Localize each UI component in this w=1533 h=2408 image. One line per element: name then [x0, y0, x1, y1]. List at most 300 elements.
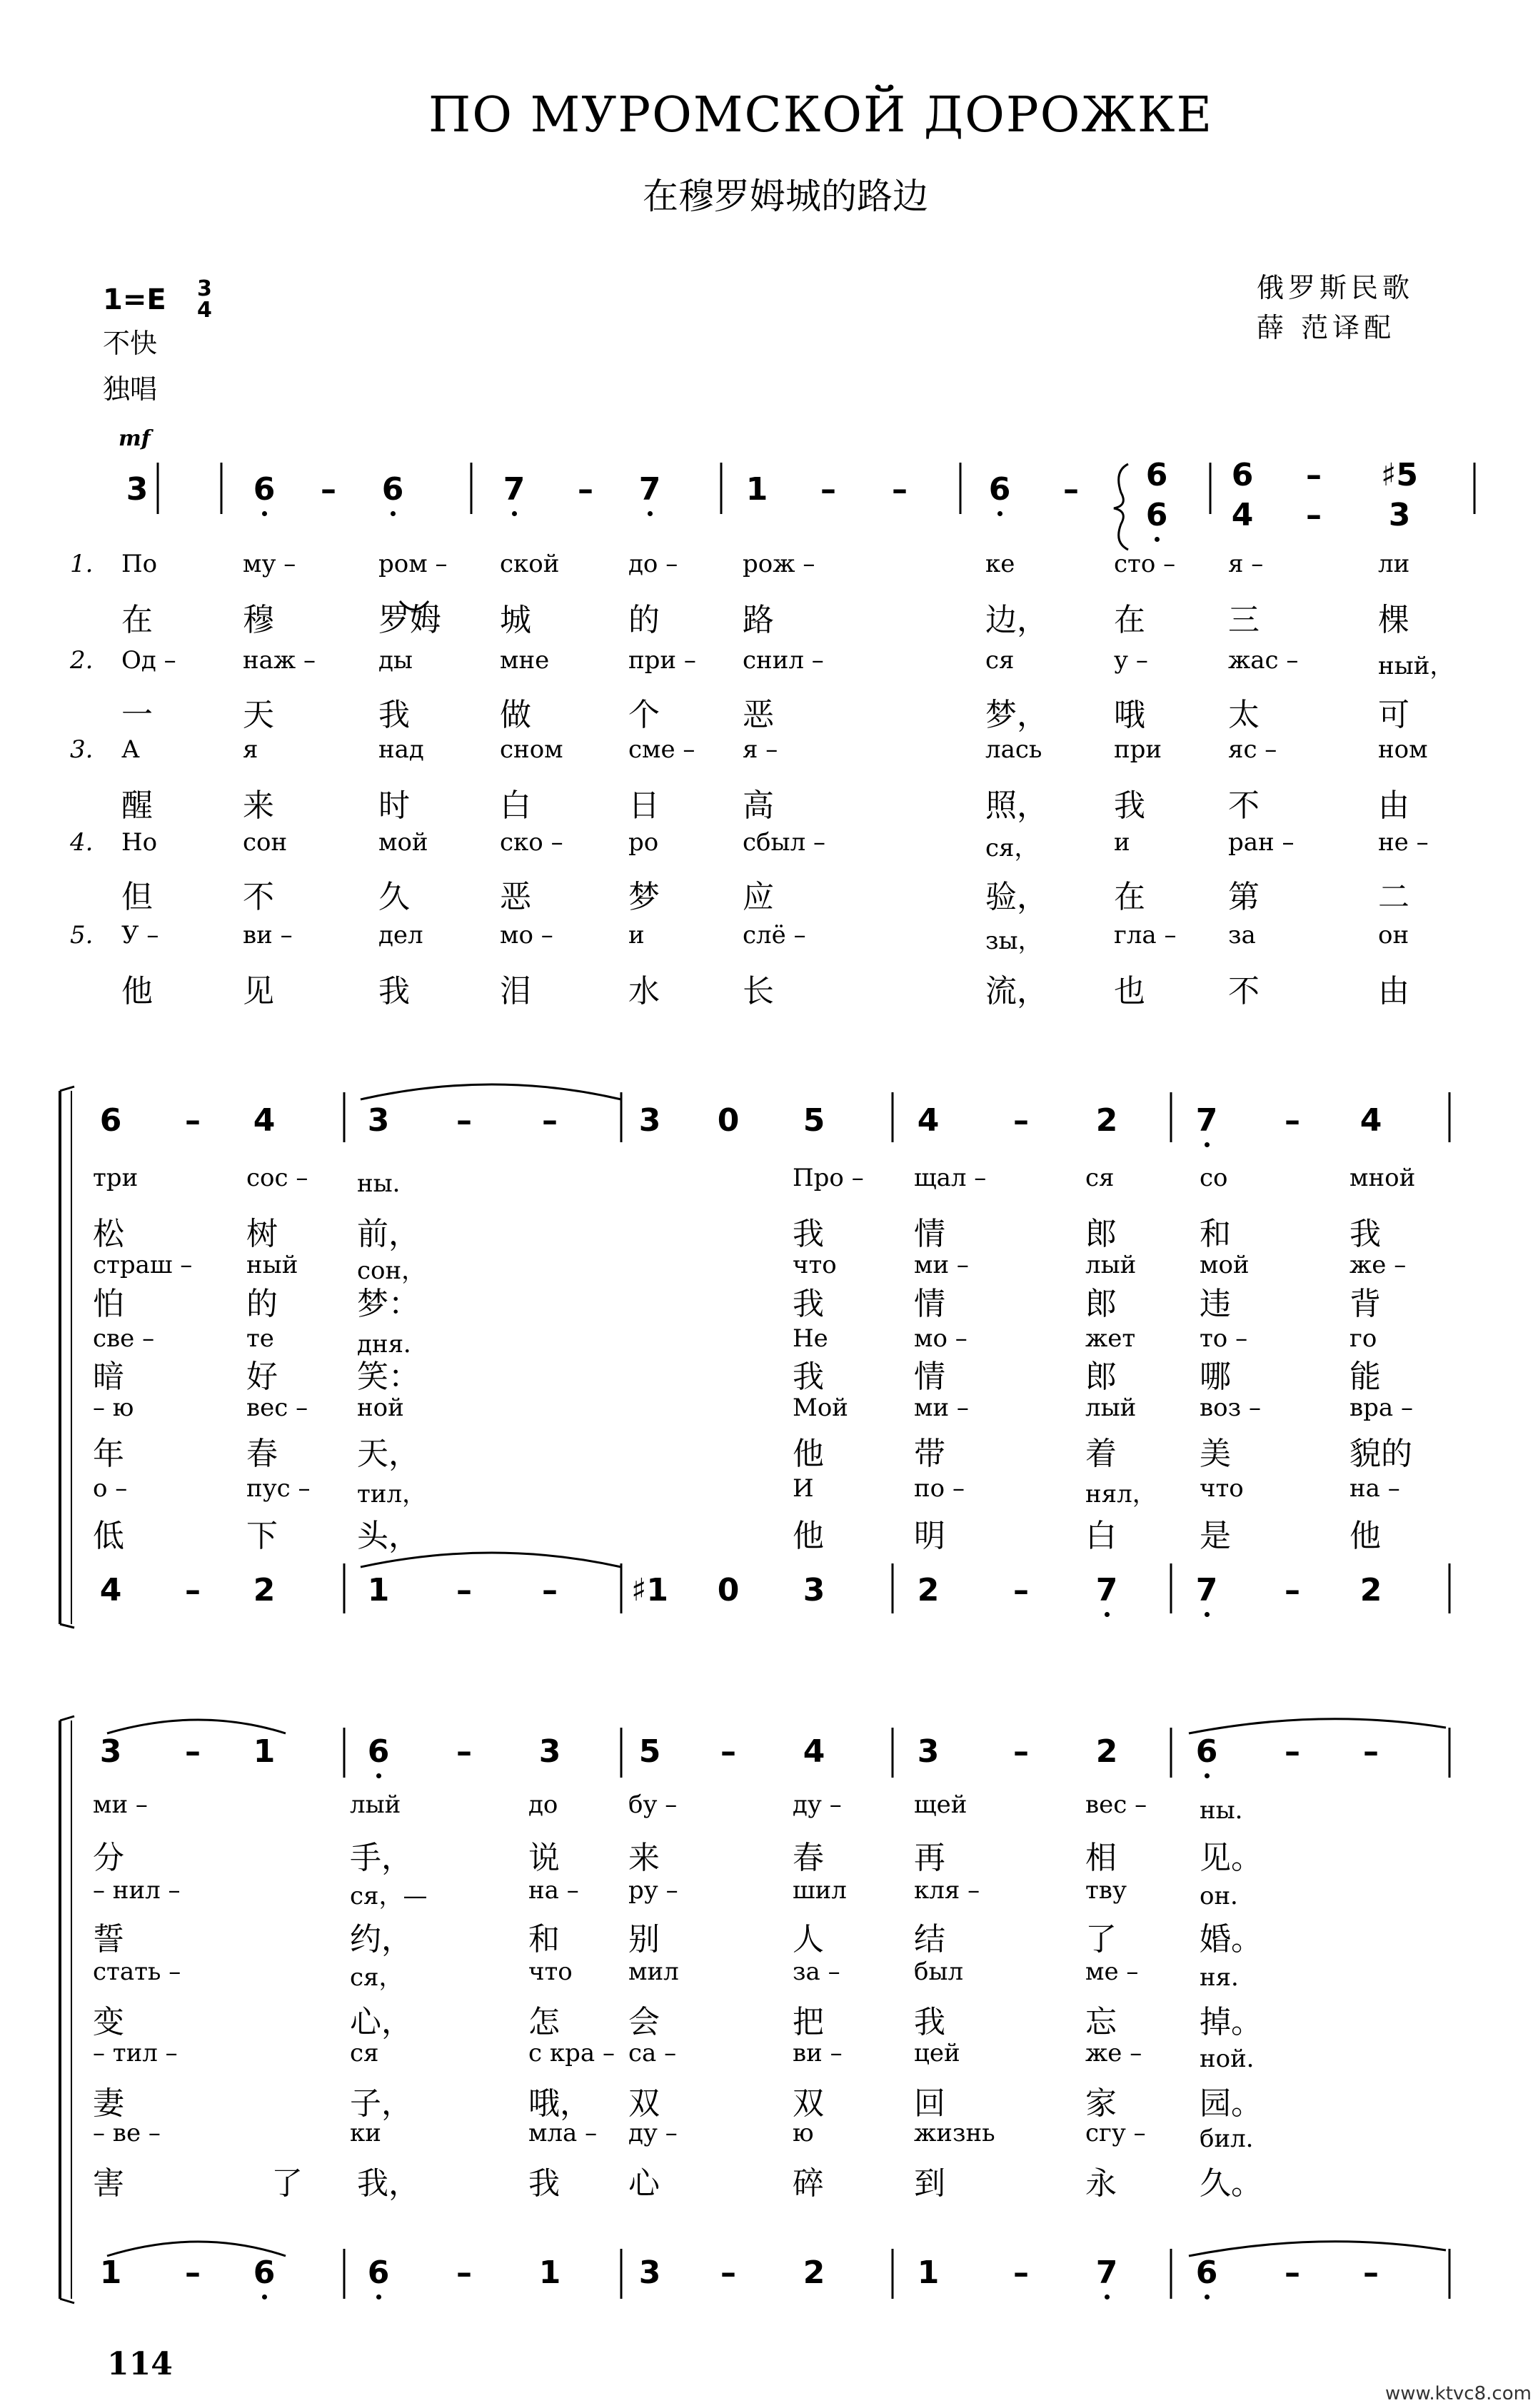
jianpu-note: –: [1285, 1733, 1300, 1770]
lyric-ru: ся，: [350, 1963, 403, 1992]
lyric-zh: 年: [93, 1436, 124, 1472]
lyric-zh: 笑：: [357, 1359, 420, 1395]
lyric-ru: ной．: [1200, 2045, 1271, 2073]
lyric-ru: ся: [350, 2039, 379, 2067]
lyric-ru: те: [246, 1324, 274, 1353]
jianpu-note: –: [578, 471, 593, 508]
lyric-zh: 泪: [500, 973, 531, 1009]
jianpu-note: 1: [538, 2255, 561, 2291]
lyric-zh: 他: [793, 1518, 824, 1554]
lyric-ru: что: [1200, 1474, 1244, 1503]
jianpu-note: –: [1363, 2255, 1379, 2291]
jianpu-note: 3: [1388, 497, 1411, 533]
page-number: 114: [107, 2346, 173, 2382]
verse-number: 1.: [70, 550, 94, 578]
jianpu-note: 1: [917, 2255, 940, 2291]
lyric-zh: 不: [1228, 787, 1260, 824]
jianpu-note: 6: [99, 1102, 122, 1139]
jianpu-note: –: [892, 471, 908, 508]
lyric-ru: с кра –: [528, 2039, 615, 2067]
jianpu-note: 3: [99, 1733, 122, 1770]
lyric-zh: 但: [121, 879, 153, 915]
lyric-zh: 哪: [1200, 1359, 1231, 1395]
lyric-ru: что: [528, 1958, 573, 1986]
jianpu-note: 4: [1231, 497, 1254, 533]
lyric-ru: сгу –: [1085, 2119, 1146, 2147]
lyric-ru: ся，: [985, 834, 1039, 862]
lyric-ru: У –: [121, 921, 159, 949]
lyric-zh: 我: [793, 1359, 824, 1395]
key-signature: 1=E: [103, 283, 166, 316]
jianpu-note: 0: [717, 1572, 740, 1608]
jianpu-note: –: [456, 2255, 472, 2291]
lyric-zh: 怕: [93, 1286, 124, 1322]
lyric-ru: до –: [628, 550, 678, 578]
lyric-ru: лась: [985, 735, 1042, 764]
lyric-ru: кля –: [914, 1876, 980, 1905]
lyric-ru: сбыл –: [743, 828, 825, 857]
lyric-ru: А: [121, 735, 140, 764]
lyric-zh: 的: [246, 1286, 278, 1322]
jianpu-note: –: [1013, 1733, 1029, 1770]
lyric-zh: 我: [378, 973, 410, 1009]
lyric-zh: 天: [243, 697, 274, 733]
lyric-ru: со: [1200, 1164, 1228, 1192]
lyric-zh: 着: [1085, 1436, 1117, 1472]
jianpu-note: 3: [917, 1733, 940, 1770]
jianpu-note: –: [1285, 1102, 1300, 1139]
jianpu-note: 6: [371, 474, 414, 505]
lyric-zh: 好: [246, 1359, 278, 1395]
lyric-zh: 婚。: [1200, 1921, 1262, 1958]
lyric-ru: на –: [1349, 1474, 1400, 1503]
lyric-zh: 再: [914, 1840, 945, 1876]
lyric-zh: 哦: [1114, 697, 1145, 733]
lyric-ru: По: [121, 550, 158, 578]
jianpu-note: –: [1306, 457, 1322, 493]
lyric-zh: 我: [793, 1286, 824, 1322]
lyric-ru: мла –: [528, 2119, 598, 2147]
lyric-ru: по –: [914, 1474, 965, 1503]
jianpu-note: –: [542, 1102, 558, 1139]
lyric-ru: при: [1114, 735, 1162, 764]
lyric-ru: И: [793, 1474, 814, 1503]
jianpu-note: –: [321, 471, 336, 508]
lyric-ru: – ве –: [93, 2119, 161, 2147]
lyric-ru: лый: [350, 1790, 401, 1819]
lyric-ru: – нил –: [93, 1876, 181, 1905]
lyric-ru: ся，—: [350, 1882, 428, 1910]
lyric-zh: 由: [1378, 973, 1409, 1009]
lyric-ru: мой: [1200, 1251, 1250, 1279]
lyric-ru: я –: [743, 735, 778, 764]
lyric-zh: 流，: [985, 973, 1048, 1009]
lyric-ru: вес –: [1085, 1790, 1147, 1819]
song-title: ПО МУРОМСКОЙ ДОРОЖКЕ: [428, 87, 1214, 143]
verse-number: 4.: [70, 828, 94, 857]
lyric-ru: рож –: [743, 550, 815, 578]
lyric-ru: щал –: [914, 1164, 987, 1192]
lyric-zh: 在: [121, 602, 153, 638]
lyric-ru: ду –: [793, 1790, 842, 1819]
lyric-ru: не –: [1378, 828, 1429, 857]
jianpu-note: –: [1013, 2255, 1029, 2291]
jianpu-note: 4: [917, 1102, 940, 1139]
lyric-ru: ско –: [500, 828, 563, 857]
lyric-ru: – тил –: [93, 2039, 178, 2067]
jianpu-note: –: [185, 1102, 201, 1139]
jianpu-note: 6: [1135, 500, 1178, 531]
jianpu-note: –: [185, 2255, 201, 2291]
jianpu-note: 7: [628, 474, 671, 505]
lyric-ru: ли: [1378, 550, 1410, 578]
lyric-zh: 碎: [793, 2165, 824, 2202]
lyric-ru: то –: [1200, 1324, 1248, 1353]
lyric-zh: 他: [793, 1436, 824, 1472]
lyric-ru: ром –: [378, 550, 448, 578]
lyric-zh: 他: [1349, 1518, 1381, 1554]
lyric-ru: ской: [500, 550, 560, 578]
lyric-ru: сон: [243, 828, 288, 857]
lyric-zh: 不: [1228, 973, 1260, 1009]
lyric-zh: 日: [628, 787, 660, 824]
lyric-zh: 我: [914, 2004, 945, 2040]
lyric-ru: ня．: [1200, 1963, 1256, 1992]
lyric-zh: 貌的: [1349, 1436, 1412, 1472]
lyric-zh: 我: [1114, 787, 1145, 824]
lyric-ru: был: [914, 1958, 964, 1986]
lyric-ru: Мой: [793, 1394, 848, 1422]
lyric-zh: 天，: [357, 1436, 420, 1472]
lyric-zh: 长: [743, 973, 774, 1009]
lyric-zh: 郎: [1085, 1216, 1117, 1252]
lyric-zh: 双: [628, 2085, 660, 2122]
jianpu-note: 3: [638, 2255, 661, 2291]
jianpu-note: 7: [1185, 1575, 1228, 1606]
jianpu-note: 3: [126, 471, 149, 508]
lyric-ru: са –: [628, 2039, 677, 2067]
lyric-ru: лый: [1085, 1251, 1137, 1279]
lyric-zh: 忘: [1085, 2004, 1117, 2040]
lyric-ru: дел: [378, 921, 423, 949]
jianpu-note: –: [1363, 1733, 1379, 1770]
lyric-ru: Од –: [121, 646, 176, 675]
lyric-zh: 久。: [1200, 2165, 1262, 2202]
lyric-zh: 说: [528, 1840, 560, 1876]
lyric-ru: яс –: [1228, 735, 1277, 764]
lyric-zh: 路: [743, 602, 774, 638]
lyric-ru: щей: [914, 1790, 967, 1819]
lyric-ru: све –: [93, 1324, 155, 1353]
lyric-zh: 人: [793, 1921, 824, 1958]
jianpu-note: –: [1013, 1102, 1029, 1139]
lyric-ru: ру –: [628, 1876, 678, 1905]
lyric-zh: 把: [793, 2004, 824, 2040]
lyric-zh: 白: [1085, 1518, 1117, 1554]
lyric-zh: 我: [793, 1216, 824, 1252]
lyric-zh: 恶: [500, 879, 531, 915]
lyric-zh: 时: [378, 787, 410, 824]
jianpu-note: 7: [1085, 2257, 1128, 2289]
jianpu-note: 6: [357, 1736, 400, 1768]
lyric-zh: 分: [93, 1840, 124, 1876]
lyric-ru: я –: [1228, 550, 1264, 578]
jianpu-note: –: [1285, 2255, 1300, 2291]
jianpu-note: 6: [1185, 1736, 1228, 1768]
lyric-zh: 三: [1228, 602, 1260, 638]
jianpu-note: 5: [638, 1733, 661, 1770]
jianpu-note: –: [720, 1733, 736, 1770]
lyric-zh: 掉。: [1200, 2004, 1262, 2040]
lyric-ru: воз –: [1200, 1394, 1261, 1422]
lyric-ru: мо –: [500, 921, 553, 949]
lyric-ru: что: [793, 1251, 837, 1279]
lyric-ru: гла –: [1114, 921, 1177, 949]
lyric-zh: 双: [793, 2085, 824, 2122]
lyric-ru: ду –: [628, 2119, 678, 2147]
watermark: www.ktvc8.com: [1385, 2383, 1532, 2404]
lyric-ru: три: [93, 1164, 139, 1192]
jianpu-note: 0: [717, 1102, 740, 1139]
jianpu-note: 3: [803, 1572, 825, 1608]
lyric-zh: 回: [914, 2085, 945, 2122]
jianpu-note: –: [185, 1572, 201, 1608]
lyric-zh: 了: [271, 2165, 303, 2202]
lyric-zh: 他: [121, 973, 153, 1009]
jianpu-note: 6: [243, 474, 286, 505]
jianpu-note: 2: [803, 2255, 825, 2291]
lyric-zh: 永: [1085, 2165, 1117, 2202]
lyric-zh: 和: [528, 1921, 560, 1958]
lyric-zh: 醒: [121, 787, 153, 824]
credit-origin: 俄罗斯民歌: [1257, 272, 1414, 303]
lyric-zh: 罗姆: [378, 602, 441, 638]
lyric-zh: 心: [628, 2165, 660, 2202]
jianpu-note: 4: [803, 1733, 825, 1770]
lyric-ru: у –: [1114, 646, 1148, 675]
lyric-zh: 哦，: [528, 2085, 591, 2122]
lyric-zh: 别: [628, 1921, 660, 1958]
lyric-ru: же –: [1349, 1251, 1407, 1279]
lyric-ru: Про –: [793, 1164, 864, 1192]
lyric-zh: 梦，: [985, 697, 1048, 733]
jianpu-note: –: [456, 1572, 472, 1608]
lyric-ru: ный: [246, 1251, 298, 1279]
song-subtitle: 在穆罗姆城的路边: [643, 176, 928, 217]
lyric-ru: ю: [793, 2119, 814, 2147]
lyric-zh: 手，: [350, 1840, 413, 1876]
lyric-zh: 照，: [985, 787, 1048, 824]
jianpu-note: –: [720, 2255, 736, 2291]
jianpu-note: 4: [1359, 1102, 1382, 1139]
jianpu-note: 7: [1185, 1105, 1228, 1137]
lyric-ru: сон，: [357, 1256, 426, 1285]
lyric-zh: 我: [528, 2165, 560, 2202]
lyric-ru: и: [1114, 828, 1130, 857]
lyric-zh: 了: [1085, 1921, 1117, 1958]
lyric-zh: 见: [243, 973, 274, 1009]
lyric-ru: Но: [121, 828, 158, 857]
lyric-zh: 可: [1378, 697, 1409, 733]
lyric-ru: страш –: [93, 1251, 193, 1279]
lyric-ru: ды: [378, 646, 413, 675]
lyric-ru: ме –: [1085, 1958, 1139, 1986]
lyric-ru: шил: [793, 1876, 847, 1905]
jianpu-note: 6: [1185, 2257, 1228, 2289]
lyric-zh: 由: [1378, 787, 1409, 824]
lyric-zh: 害: [93, 2165, 124, 2202]
lyric-ru: – ю: [93, 1394, 134, 1422]
verse-number: 3.: [70, 735, 94, 764]
lyric-zh: 下: [246, 1518, 278, 1554]
lyric-zh: 我: [1349, 1216, 1381, 1252]
verse-number: 5.: [70, 921, 94, 949]
lyric-zh: 也: [1114, 973, 1145, 1009]
lyric-zh: 会: [628, 2004, 660, 2040]
lyric-ru: же –: [1085, 2039, 1142, 2067]
lyric-ru: ке: [985, 550, 1015, 578]
jianpu-note: –: [1306, 497, 1322, 533]
lyric-zh: 棵: [1378, 602, 1409, 638]
lyric-zh: 在: [1114, 879, 1145, 915]
jianpu-note: 5: [803, 1102, 825, 1139]
lyric-zh: 低: [93, 1518, 124, 1554]
lyric-ru: вес –: [246, 1394, 308, 1422]
jianpu-note: 6: [357, 2257, 400, 2289]
jianpu-note: 1: [253, 1733, 276, 1770]
lyric-zh: 带: [914, 1436, 945, 1472]
lyric-zh: 白: [500, 787, 531, 824]
lyric-zh: 来: [243, 787, 274, 824]
jianpu-note: 6: [243, 2257, 286, 2289]
jianpu-note: –: [820, 471, 836, 508]
lyric-ru: ви –: [243, 921, 293, 949]
jianpu-note: 1: [367, 1572, 390, 1608]
lyric-zh: 恶: [743, 697, 774, 733]
lyric-ru: цей: [914, 2039, 960, 2067]
jianpu-note: ♯5: [1381, 457, 1418, 493]
lyric-zh: 水: [628, 973, 660, 1009]
jianpu-note: –: [456, 1733, 472, 1770]
lyric-zh: 情: [914, 1359, 945, 1395]
lyric-zh: 前，: [357, 1216, 420, 1252]
lyric-ru: мо –: [914, 1324, 967, 1353]
lyric-ru: сме –: [628, 735, 695, 764]
lyric-ru: он．: [1200, 1882, 1255, 1910]
jianpu-note: 3: [367, 1102, 390, 1139]
lyric-zh: 结: [914, 1921, 945, 1958]
lyric-ru: ся: [985, 646, 1015, 675]
lyric-ru: ран –: [1228, 828, 1295, 857]
lyric-zh: 做: [500, 697, 531, 733]
lyric-zh: 梦: [628, 879, 660, 915]
lyric-zh: 久: [378, 879, 410, 915]
lyric-ru: ми –: [93, 1790, 148, 1819]
lyric-ru: ми –: [914, 1251, 969, 1279]
lyric-zh: 验，: [985, 879, 1048, 915]
lyric-zh: 来: [628, 1840, 660, 1876]
lyric-ru: при –: [628, 646, 696, 675]
jianpu-note: –: [1063, 471, 1079, 508]
lyric-ru: ны．: [1200, 1796, 1260, 1825]
jianpu-note: 4: [253, 1102, 276, 1139]
lyric-zh: 情: [914, 1286, 945, 1322]
lyric-zh: 不: [243, 879, 274, 915]
lyric-ru: му –: [243, 550, 296, 578]
jianpu-note: 1: [745, 471, 768, 508]
credit-translator: 薛 范译配: [1257, 312, 1396, 343]
jianpu-note: –: [542, 1572, 558, 1608]
lyric-zh: 梦：: [357, 1286, 420, 1322]
lyric-zh: 情: [914, 1216, 945, 1252]
lyric-ru: и: [628, 921, 645, 949]
tempo-marking: 不快: [103, 328, 158, 359]
lyric-ru: дня．: [357, 1330, 428, 1359]
lyric-zh: 能: [1349, 1359, 1381, 1395]
jianpu-note: –: [1285, 1572, 1300, 1608]
lyric-ru: ро: [628, 828, 659, 857]
lyric-ru: ви –: [793, 2039, 843, 2067]
lyric-ru: слё –: [743, 921, 806, 949]
lyric-ru: сос –: [246, 1164, 308, 1192]
jianpu-note: 2: [253, 1572, 276, 1608]
jianpu-note: 4: [99, 1572, 122, 1608]
lyric-ru: мной: [1349, 1164, 1416, 1192]
lyric-zh: 约，: [350, 1921, 413, 1958]
lyric-ru: жизнь: [914, 2119, 995, 2147]
lyric-zh: 变: [93, 2004, 124, 2040]
lyric-zh: 子，: [350, 2085, 413, 2122]
jianpu-note: 2: [1359, 1572, 1382, 1608]
lyric-ru: снил –: [743, 646, 824, 675]
lyric-zh: 一: [121, 697, 153, 733]
jianpu-note: –: [456, 1102, 472, 1139]
lyric-zh: 违: [1200, 1286, 1231, 1322]
lyric-ru: мой: [378, 828, 428, 857]
lyric-zh: 个: [628, 697, 660, 733]
lyric-ru: стать –: [93, 1958, 181, 1986]
lyric-ru: жас –: [1228, 646, 1299, 675]
lyric-ru: мне: [500, 646, 550, 675]
lyric-zh: 应: [743, 879, 774, 915]
jianpu-note: 7: [493, 474, 536, 505]
jianpu-note: 2: [1095, 1102, 1118, 1139]
lyric-ru: ми –: [914, 1394, 969, 1422]
lyric-zh: 心，: [350, 2004, 413, 2040]
lyric-zh: 头，: [357, 1518, 420, 1554]
jianpu-note: 1: [99, 2255, 122, 2291]
lyric-zh: 边，: [985, 602, 1048, 638]
lyric-ru: ном: [1378, 735, 1428, 764]
lyric-ru: наж –: [243, 646, 316, 675]
lyric-ru: он: [1378, 921, 1409, 949]
lyric-ru: лый: [1085, 1394, 1137, 1422]
lyric-ru: мил: [628, 1958, 679, 1986]
lyric-ru: за –: [793, 1958, 840, 1986]
lyric-zh: 我，: [357, 2165, 420, 2202]
lyric-ru: нял，: [1085, 1480, 1157, 1508]
dynamic-marking: mf: [119, 426, 151, 451]
lyric-zh: 明: [914, 1518, 945, 1554]
jianpu-note: 6: [978, 474, 1021, 505]
lyric-ru: до: [528, 1790, 558, 1819]
lyric-ru: ся: [1085, 1164, 1115, 1192]
lyric-zh: 春: [793, 1840, 824, 1876]
lyric-ru: ны．: [357, 1169, 417, 1198]
lyric-zh: 誓: [93, 1921, 124, 1958]
lyric-zh: 园。: [1200, 2085, 1262, 2122]
jianpu-note: 6: [1231, 457, 1254, 493]
